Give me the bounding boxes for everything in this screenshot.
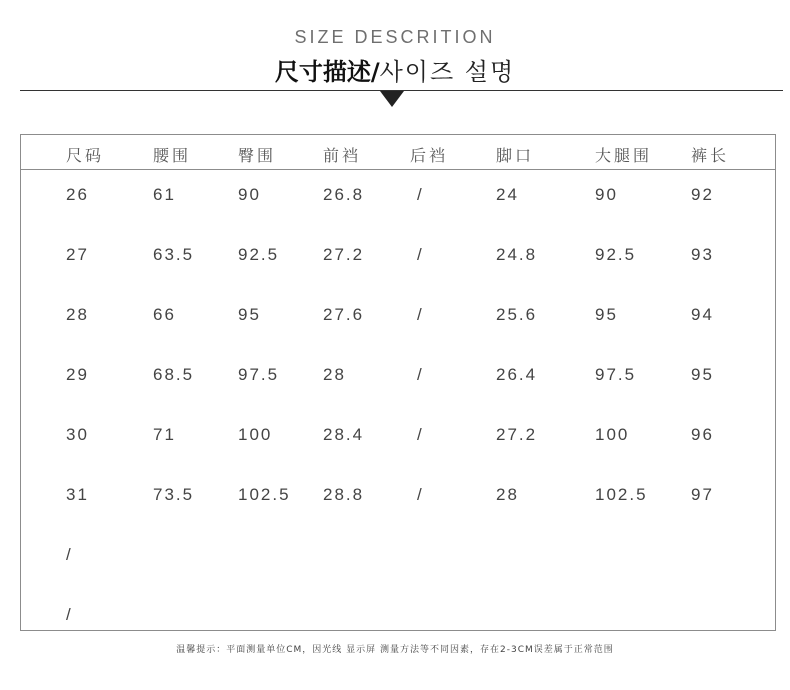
table-cell: 66 bbox=[153, 305, 176, 324]
table-cell: 30 bbox=[66, 425, 89, 444]
table-cell: 27.2 bbox=[496, 425, 538, 444]
table-cell: 97 bbox=[691, 485, 714, 504]
table-cell: / bbox=[417, 485, 424, 504]
table-cell: 28.4 bbox=[323, 425, 365, 444]
table-cell: 100 bbox=[595, 425, 630, 444]
table-cell: 26 bbox=[66, 185, 89, 204]
table-cell: 28 bbox=[496, 485, 519, 504]
table-cell: 28 bbox=[66, 305, 89, 324]
table-cell: 63.5 bbox=[153, 245, 195, 264]
table-cell: 71 bbox=[153, 425, 176, 444]
table-cell: 24.8 bbox=[496, 245, 538, 264]
table-cell: / bbox=[417, 305, 424, 324]
subtitle-english: SIZE DESCRITION bbox=[294, 27, 496, 47]
table-cell: 28 bbox=[323, 365, 346, 384]
table-cell: 27 bbox=[66, 245, 89, 264]
table-cell: 102.5 bbox=[238, 485, 291, 504]
table-cell: 68.5 bbox=[153, 365, 195, 384]
table-cell: 95 bbox=[691, 365, 714, 384]
table-cell: 90 bbox=[238, 185, 261, 204]
column-header: 臀围 bbox=[238, 146, 277, 165]
table-cell: 96 bbox=[691, 425, 714, 444]
table-cell: 94 bbox=[691, 305, 714, 324]
down-triangle-icon bbox=[380, 91, 404, 107]
footnote: 温馨提示：平面测量单位CM，因光线 显示屏 测量方法等不同因素，存在2-3CM误差属于正常范围 bbox=[176, 645, 614, 655]
table-cell: 27.6 bbox=[323, 305, 365, 324]
table-cell: / bbox=[417, 365, 424, 384]
column-header: 尺码 bbox=[66, 146, 105, 165]
table-cell: 95 bbox=[238, 305, 261, 324]
page-title bbox=[0, 52, 790, 87]
table-cell: 28.8 bbox=[323, 485, 365, 504]
table-cell: 73.5 bbox=[153, 485, 195, 504]
table-cell: 93 bbox=[691, 245, 714, 264]
table-cell: 31 bbox=[66, 485, 89, 504]
table-cell: / bbox=[417, 245, 424, 264]
table-cell: 92.5 bbox=[595, 245, 637, 264]
table-cell: / bbox=[66, 545, 73, 564]
table-cell: 97.5 bbox=[595, 365, 637, 384]
column-header: 后裆 bbox=[410, 146, 449, 165]
size-table bbox=[20, 134, 776, 631]
table-cell: 102.5 bbox=[595, 485, 648, 504]
table-cell: 29 bbox=[66, 365, 89, 384]
table-cell: 100 bbox=[238, 425, 273, 444]
table-cell: 97.5 bbox=[238, 365, 280, 384]
header-divider-line bbox=[21, 169, 775, 170]
table-cell: 61 bbox=[153, 185, 176, 204]
table-cell: 90 bbox=[595, 185, 618, 204]
table-cell: 25.6 bbox=[496, 305, 538, 324]
table-cell: 26.8 bbox=[323, 185, 365, 204]
table-cell: 26.4 bbox=[496, 365, 538, 384]
column-header: 脚口 bbox=[496, 146, 535, 165]
table-cell: / bbox=[417, 425, 424, 444]
title-korean: 사이즈 설명 bbox=[379, 58, 516, 86]
column-header: 大腿围 bbox=[595, 146, 653, 165]
title-chinese: 尺寸描述/ bbox=[274, 58, 380, 86]
table-cell: 24 bbox=[496, 185, 519, 204]
column-header: 裤长 bbox=[691, 146, 730, 165]
column-header: 前裆 bbox=[323, 146, 362, 165]
table-cell: 95 bbox=[595, 305, 618, 324]
column-header: 腰围 bbox=[153, 146, 192, 165]
table-cell: 92 bbox=[691, 185, 714, 204]
table-cell: 27.2 bbox=[323, 245, 365, 264]
table-cell: 92.5 bbox=[238, 245, 280, 264]
table-cell: / bbox=[417, 185, 424, 204]
table-cell: / bbox=[66, 605, 73, 624]
